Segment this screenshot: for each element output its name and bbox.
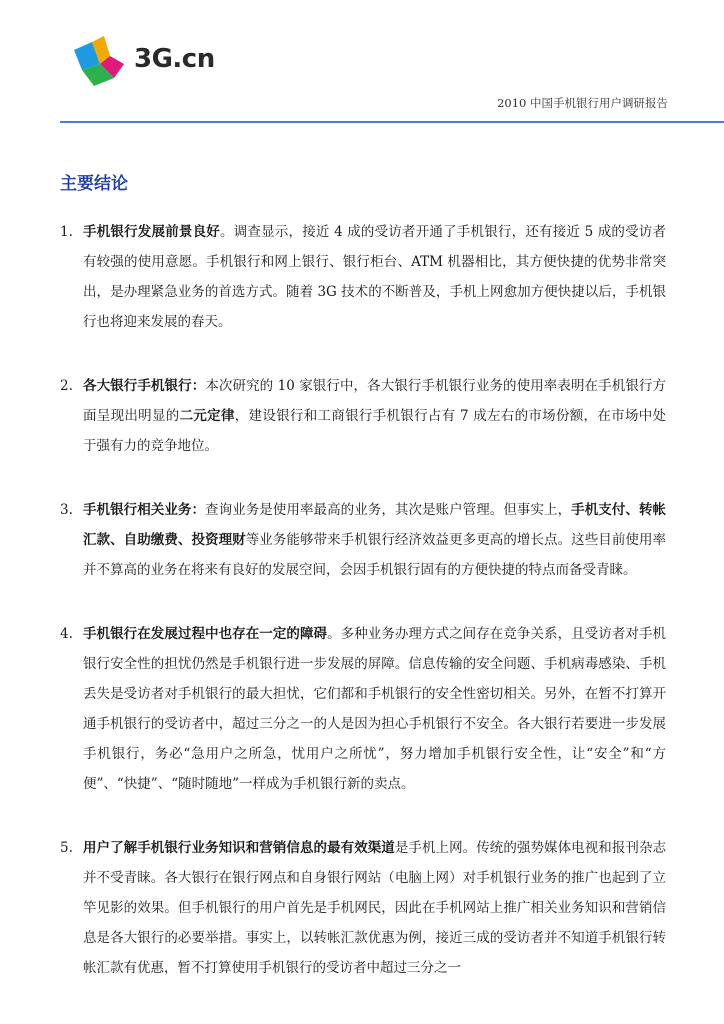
- item-text: [83, 833, 666, 983]
- conclusion-item: [60, 495, 666, 585]
- body-text: 等业务能够带来手机银行经济效益更多更高的增长点。这些目前使用率并不算高的业务在将来有良好的发展空间，会因手机银行固有的方便快捷的特点而备受青睐。: [83, 532, 667, 578]
- body-text: ，建设银行和工商银行手机银行占有 7 成左右的市场份额，在市场中处于强有力的竞争地位。: [83, 408, 667, 454]
- item-text: [83, 217, 666, 337]
- section-title: 主要结论: [60, 174, 128, 194]
- report-header-title: 2010 中国手机银行用户调研报告: [497, 96, 668, 110]
- conclusion-item: [60, 619, 666, 799]
- conclusion-item: [60, 833, 666, 983]
- emphasis-text: 手机银行相关业务：: [83, 502, 206, 518]
- header-divider: [60, 121, 724, 123]
- item-text: [83, 619, 666, 799]
- item-number: 5.: [60, 840, 73, 856]
- item-text: [83, 371, 666, 461]
- logo: [70, 34, 220, 90]
- body-text: 查询业务是使用率最高的业务，其次是账户管理。但事实上，: [205, 502, 572, 518]
- conclusion-item: [60, 217, 666, 337]
- conclusion-item: [60, 371, 666, 461]
- emphasis-text: 用户了解手机银行业务知识和营销信息的最有效渠道: [83, 840, 395, 856]
- body-text: 。调查显示，接近 4 成的受访者开通了手机银行，还有接近 5 成的受访者有较强的使用意愿。手机银行和网上银行、银行柜台、ATM 机器相比，其方便快捷的优势非常突出，是办理紧急业务的首选方式。随着 3G 技术的不断普及，手机上网愈加方便快捷以后，手机银行也将迎来发展的春天。: [83, 224, 667, 330]
- item-number: 2.: [60, 378, 73, 394]
- emphasis-text: 二元定律: [179, 408, 235, 424]
- body-text: 本次研究的 10 家银行中，各大银行手机银行业务的使用率表明在手机银行方面呈现出明显的: [83, 378, 667, 424]
- item-number: 1.: [60, 224, 73, 240]
- body-text: 是手机上网。传统的强势媒体电视和报刊杂志并不受青睐。各大银行在银行网点和自身银行网站（电脑上网）对手机银行业务的推广也起到了立竿见影的效果。但手机银行的用户首先是手机网民，因此在手机网站上推广相关业务知识和营销信息是各大银行的必要举措。事实上，以转帐汇款优惠为例，接近三成的受访者并不知道手机银行转帐汇款有优惠，暂不打算使用手机银行的受访者中超过三分之一: [83, 840, 667, 976]
- item-number: 4.: [60, 626, 73, 642]
- logo-text: 3G.cn: [134, 44, 215, 74]
- emphasis-text: 手机银行在发展过程中也存在一定的障碍: [83, 626, 328, 642]
- body-text: 。多种业务办理方式之间存在竞争关系，且受访者对手机银行安全性的担忧仍然是手机银行进一步发展的屏障。信息传输的安全问题、手机病毒感染、手机丢失是受访者对手机银行的最大担忧，它们都和手机银行的安全性密切相关。另外，在暂不打算开通手机银行的受访者中，超过三分之一的人是因为担心手机银行不安全。各大银行若要进一步发展手机银行，务必“急用户之所急，忧用户之所忧”，努力增加手机银行安全性，让“安全”和“方便”、“快捷”、“随时随地”一样成为手机银行新的卖点。: [83, 626, 667, 792]
- emphasis-text: 手机银行发展前景良好: [83, 224, 221, 240]
- logo-mark-icon: [70, 34, 132, 90]
- item-text: [83, 495, 666, 585]
- emphasis-text: 各大银行手机银行：: [83, 378, 206, 394]
- item-number: 3.: [60, 502, 73, 518]
- emphasis-text: 手机支付、转帐汇款、自助缴费、投资理财: [83, 502, 667, 548]
- conclusion-list: [60, 217, 666, 1017]
